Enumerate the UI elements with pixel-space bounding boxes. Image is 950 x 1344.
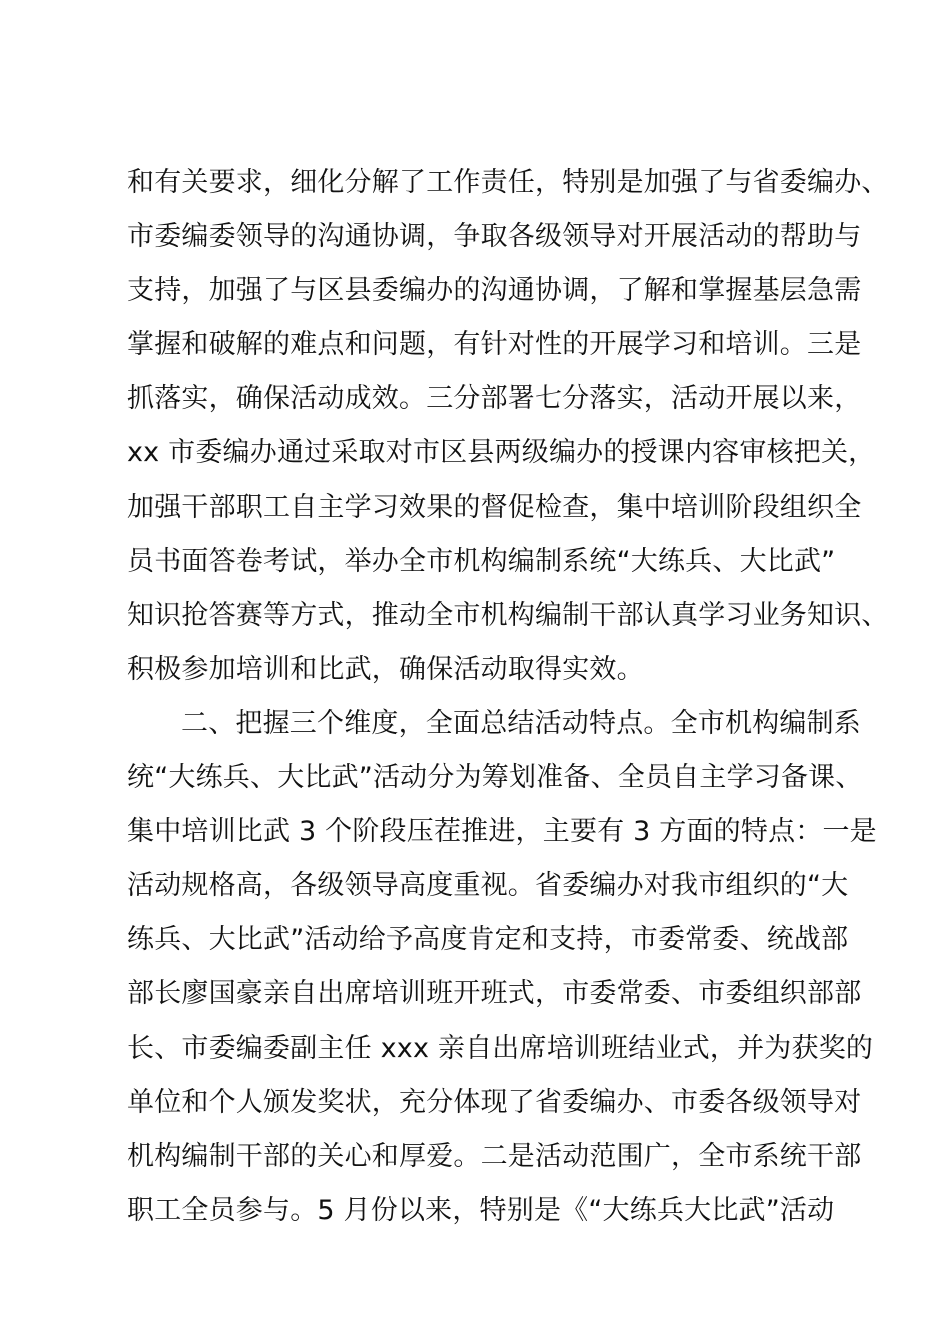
text-line: 集中培训比武 3 个阶段压茬推进，主要有 3 方面的特点：一是 xyxy=(127,816,877,848)
text-line: 机构编制干部的关心和厚爱。二是活动范围广，全市系统干部 xyxy=(127,1140,862,1172)
text-line: 活动规格高，各级领导高度重视。省委编办对我市组织的“大 xyxy=(127,870,849,902)
text-line: 加强干部职工自主学习效果的督促检查，集中培训阶段组织全 xyxy=(127,491,862,523)
text-line: 支持，加强了与区县委编办的沟通协调，了解和掌握基层急需 xyxy=(127,275,862,307)
text-line: 长、市委编委副主任 xxx 亲自出席培训班结业式，并为获奖的 xyxy=(127,1032,874,1064)
text-line: 掌握和破解的难点和问题，有针对性的开展学习和培训。三是 xyxy=(127,329,862,361)
text-line: 积极参加培训和比武，确保活动取得实效。 xyxy=(127,653,644,685)
text-line: 市委编委领导的沟通协调，争取各级领导对开展活动的帮助与 xyxy=(127,221,862,253)
text-line: xx 市委编办通过采取对市区县两级编办的授课内容审核把关， xyxy=(127,437,876,469)
text-line: 部长廖国豪亲自出席培训班开班式，市委常委、市委组织部部 xyxy=(127,978,862,1010)
section-heading-line: 二、把握三个维度，全面总结活动特点。全市机构编制系 xyxy=(181,707,861,739)
text-line: 职工全员参与。5 月份以来，特别是《“大练兵大比武”活动 xyxy=(127,1194,835,1226)
body-text xyxy=(127,156,889,1238)
text-line: 抓落实，确保活动成效。三分部署七分落实，活动开展以来， xyxy=(127,383,862,415)
text-line: 统“大练兵、大比武”活动分为筹划准备、全员自主学习备课、 xyxy=(127,762,863,794)
text-line: 和有关要求，细化分解了工作责任，特别是加强了与省委编办、 xyxy=(127,167,889,198)
text-line: 单位和个人颁发奖状，充分体现了省委编办、市委各级领导对 xyxy=(127,1086,862,1118)
text-line: 知识抢答赛等方式，推动全市机构编制干部认真学习业务知识、 xyxy=(127,599,889,631)
text-line: 员书面答卷考试，举办全市机构编制系统“大练兵、大比武” xyxy=(127,545,836,577)
text-line: 练兵、大比武”活动给予高度肯定和支持，市委常委、统战部 xyxy=(127,924,849,956)
